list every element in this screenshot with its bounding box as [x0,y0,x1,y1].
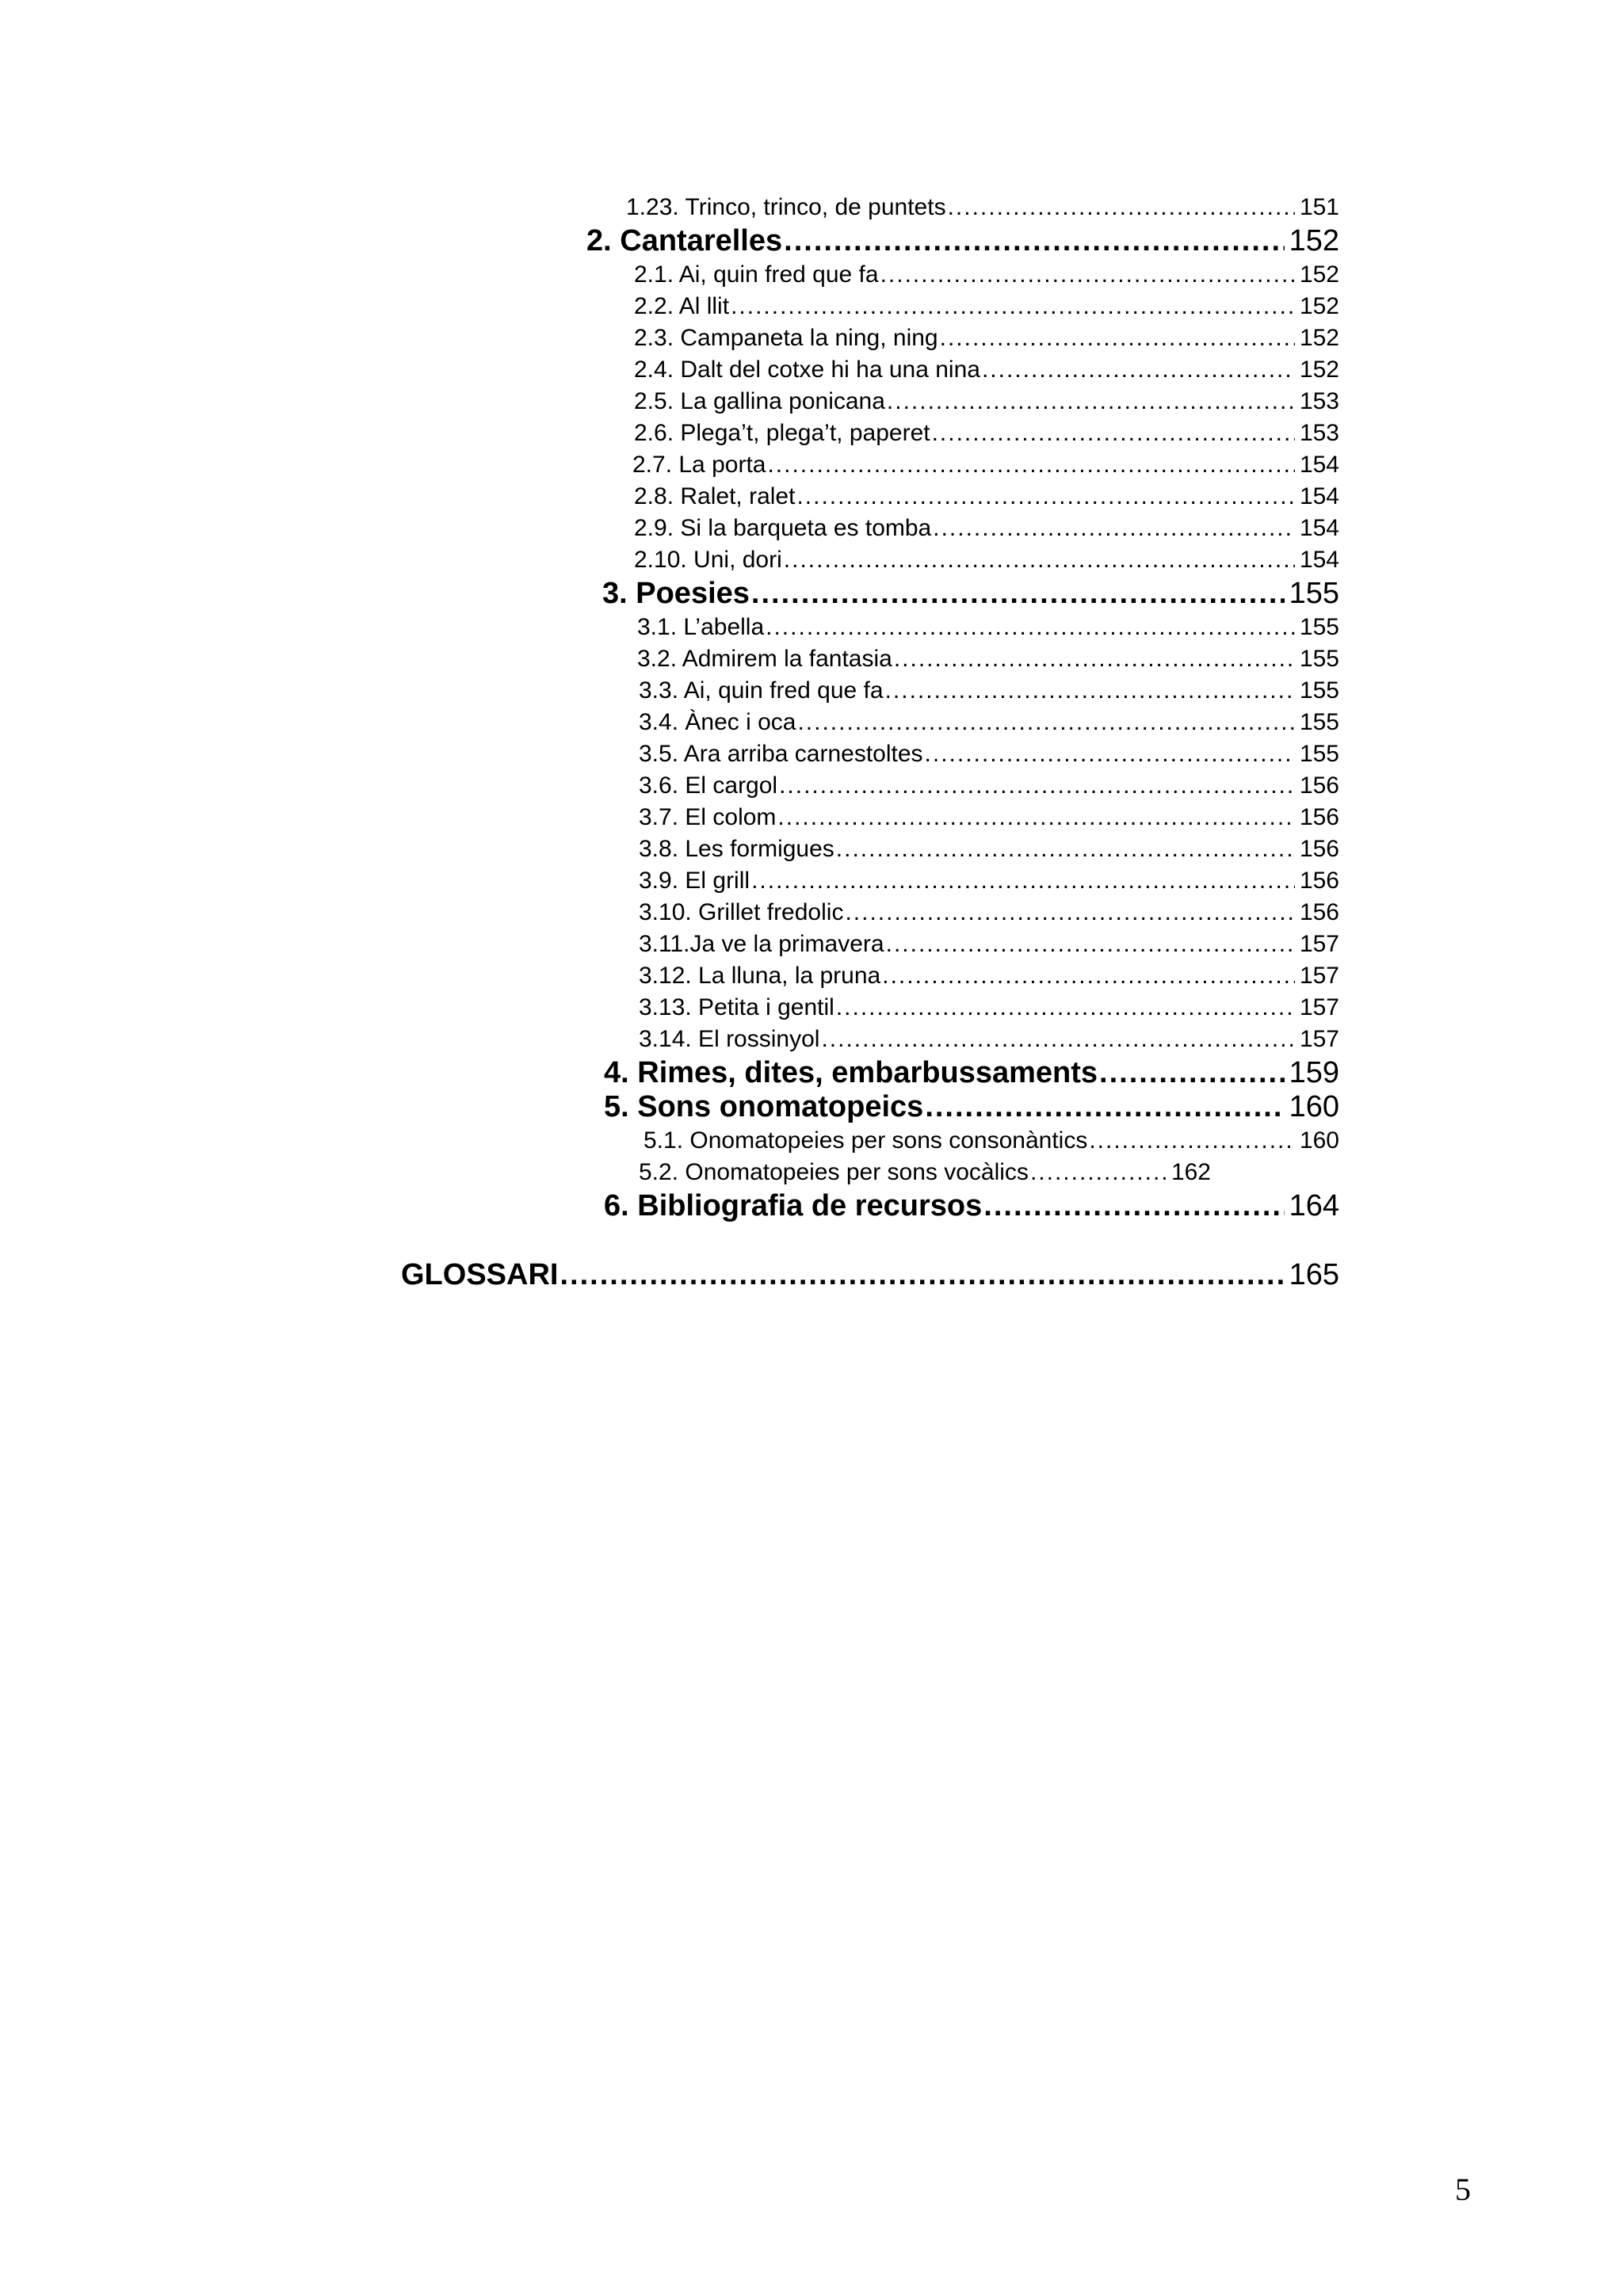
toc-entry-page: 151 [1299,194,1339,220]
toc-entry-page: 162 [1170,1159,1211,1185]
toc-section-label: 6. Bibliografia de recursos [604,1189,983,1222]
toc-entry-label: 3.7. El colom [639,804,777,830]
toc-entry-page: 156 [1299,804,1339,830]
toc-entry [639,1026,1339,1053]
toc-entry-label: 2.5. La gallina ponicana [634,388,885,414]
toc-entry [634,293,1339,320]
toc-entry-label: 3.1. L’abella [637,614,765,640]
dot-leader [925,741,1295,768]
toc-entry-label: 3.3. Ai, quin fred que fa [639,677,884,704]
toc-entry-page: 155 [1299,646,1339,672]
toc-entry-label: 3.14. El rossinyol [639,1026,820,1052]
toc-entry [639,741,1339,768]
dot-leader [797,709,1294,736]
toc-entry [637,646,1339,673]
dot-leader [894,646,1295,673]
toc-entry-page: 154 [1299,515,1339,541]
toc-entry-page: 153 [1299,388,1339,414]
toc-entry-label: 3.2. Admirem la fantasia [637,646,892,672]
toc-entry-label: 3.8. Les formigues [639,836,834,862]
toc-entry [639,772,1339,799]
toc-entry-page: 157 [1299,963,1339,989]
toc-entry-page: 157 [1299,994,1339,1020]
toc-section-page: 160 [1289,1090,1339,1123]
dot-leader [1089,1127,1295,1154]
toc-entry [634,515,1339,542]
dot-leader [559,1258,1284,1292]
toc-entry [639,836,1339,863]
dot-leader [880,261,1295,288]
dot-leader [940,325,1295,352]
toc-entry [639,868,1339,894]
toc-entry [639,994,1339,1021]
toc-entry [634,357,1339,383]
toc-entry-label: 2.10. Uni, dori [634,547,782,573]
toc-section [604,1189,1339,1223]
toc-section-label: 2. Cantarelles [586,224,783,257]
dot-leader [836,994,1295,1021]
toc-glossary [401,1258,1339,1292]
toc-entry-page: 154 [1299,483,1339,509]
toc-entry [634,547,1339,574]
dot-leader [779,772,1295,799]
dot-leader [845,899,1294,926]
toc-section-label: 4. Rimes, dites, embarbussaments [604,1056,1098,1089]
toc-entry [634,388,1339,415]
dot-leader [777,804,1295,831]
dot-leader [933,515,1295,542]
toc-entry-page: 154 [1299,547,1339,573]
dot-leader [731,293,1295,320]
toc-entry [634,420,1339,447]
toc-entry-label: 3.9. El grill [639,868,750,894]
dot-leader [982,357,1295,383]
toc-entry-page: 155 [1299,709,1339,735]
toc-entry-page: 155 [1299,741,1339,767]
dot-leader [932,420,1295,447]
toc-entry-page: 156 [1299,868,1339,894]
toc-entry [639,899,1339,926]
dot-leader [796,483,1295,510]
toc-section [586,224,1339,258]
dot-leader [784,547,1295,574]
dot-leader [821,1026,1294,1053]
toc-entry-page: 154 [1299,452,1339,478]
dot-leader [1030,1159,1167,1186]
dot-leader [836,836,1295,863]
toc-section [602,577,1339,611]
toc-entry [639,677,1339,704]
dot-leader [882,963,1295,990]
toc-entry-label: 2.3. Campaneta la ning, ning [634,325,938,351]
toc-entry [639,963,1339,990]
toc-entry-label: 3.6. El cargol [639,772,778,799]
toc-entry [634,325,1339,352]
toc-section-page: 152 [1289,224,1339,257]
toc-section-page: 164 [1289,1189,1339,1222]
toc-entry [634,261,1339,288]
toc-section-page: 155 [1289,577,1339,610]
toc-entry-page: 155 [1299,614,1339,640]
toc-section [604,1056,1339,1090]
toc-section-label: 3. Poesies [602,577,750,610]
dot-leader [925,1090,1284,1124]
toc-entry-label: 2.7. La porta [632,452,766,478]
toc-entry-label: 5.1. Onomatopeies per sons consonàntics [643,1127,1088,1154]
toc-entry-page: 155 [1299,677,1339,704]
dot-leader [948,194,1295,221]
dot-leader [751,868,1295,894]
toc-entry [637,614,1339,641]
dot-leader [983,1189,1284,1223]
toc-entry-label: 1.23. Trinco, trinco, de puntets [626,194,946,220]
toc-entry [639,931,1339,958]
toc-entry-label: 3.11.Ja ve la primavera [639,931,884,957]
toc-entry [643,1127,1339,1154]
toc-section-page: 159 [1289,1056,1339,1089]
toc-entry-page: 157 [1299,1026,1339,1052]
dot-leader [751,577,1285,611]
toc-glossary-page: 165 [1289,1258,1339,1291]
toc-entry-label: 2.4. Dalt del cotxe hi ha una nina [634,357,980,383]
toc-entry-page: 156 [1299,772,1339,799]
toc-entry [626,194,1339,221]
toc-entry-label: 3.5. Ara arriba carnestoltes [639,741,923,767]
toc-entry-label: 3.12. La lluna, la pruna [639,963,881,989]
dot-leader [767,452,1294,479]
toc-entry-page: 156 [1299,899,1339,925]
toc-entry [639,804,1339,831]
toc-entry-label: 2.9. Si la barqueta es tomba [634,515,932,541]
toc-entry [639,1159,1211,1186]
toc-entry-page: 157 [1299,931,1339,957]
toc-entry-page: 156 [1299,836,1339,862]
toc-entry [634,483,1339,510]
toc-entry-label: 3.13. Petita i gentil [639,994,834,1020]
toc-entry-page: 153 [1299,420,1339,446]
toc-glossary-label: GLOSSARI [401,1258,559,1291]
toc-entry-label: 2.8. Ralet, ralet [634,483,796,509]
toc-entry-page: 160 [1299,1127,1339,1154]
dot-leader [1099,1056,1285,1090]
dot-leader [766,614,1295,641]
toc-entry [639,709,1339,736]
dot-leader [885,677,1295,704]
toc-entry-page: 152 [1299,261,1339,288]
toc-entry-label: 5.2. Onomatopeies per sons vocàlics [639,1159,1029,1185]
toc-section-label: 5. Sons onomatopeics [604,1090,924,1123]
toc-entry-label: 3.10. Grillet fredolic [639,899,844,925]
dot-leader [886,931,1295,958]
toc-section [604,1090,1339,1124]
toc-entry-page: 152 [1299,293,1339,319]
toc-entry-label: 2.1. Ai, quin fred que fa [634,261,879,288]
toc-entry [632,452,1339,479]
toc-entry-label: 2.6. Plega’t, plega’t, paperet [634,420,930,446]
toc-entry-label: 3.4. Ànec i oca [639,709,796,735]
toc-entry-page: 152 [1299,357,1339,383]
dot-leader [784,224,1284,258]
page-number: 5 [1455,2172,1471,2207]
toc-entry-label: 2.2. Al llit [634,293,730,319]
dot-leader [887,388,1295,415]
toc-entry-page: 152 [1299,325,1339,351]
